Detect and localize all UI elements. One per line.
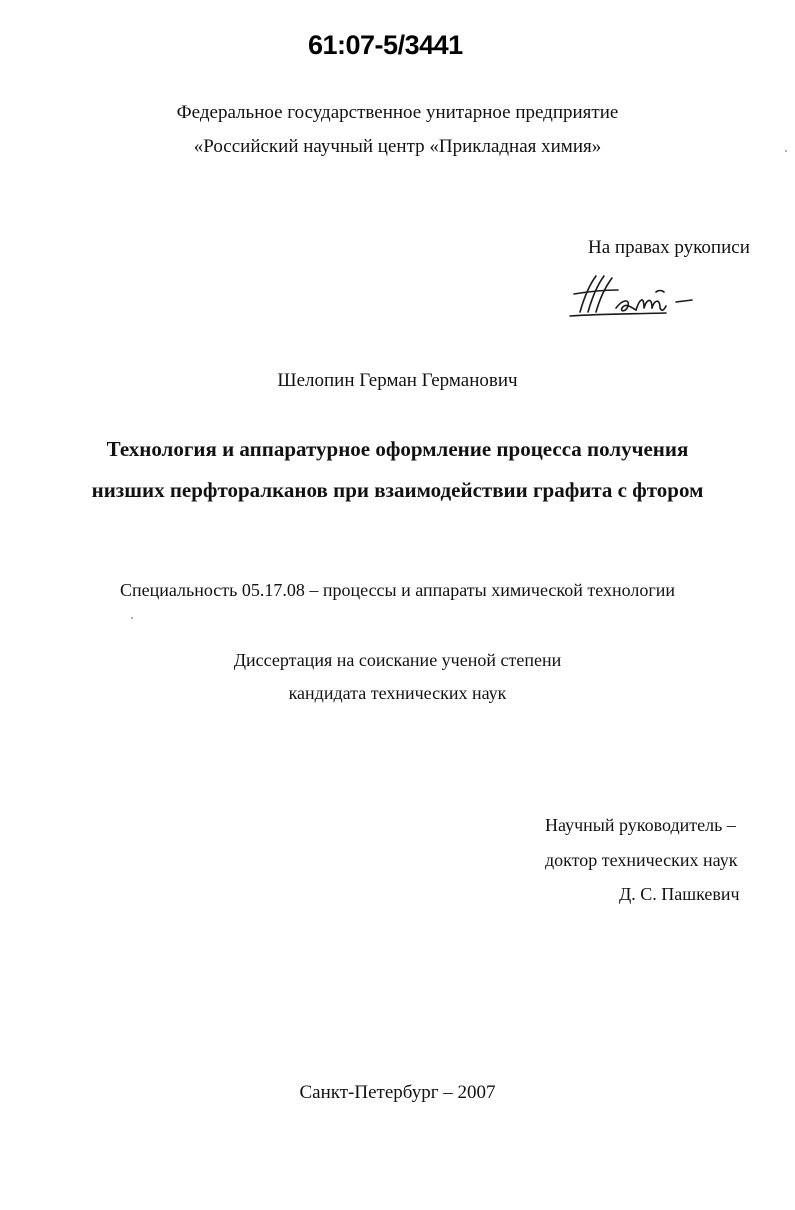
scan-speck	[131, 617, 133, 619]
archive-code: 61:07-5/3441	[308, 30, 463, 60]
handwritten-signature-icon	[566, 268, 706, 328]
supervisor-name: Д. С. Пашкевич	[619, 884, 740, 904]
supervisor-degree: доктор технических наук	[545, 850, 738, 870]
degree-statement-line-1: Диссертация на соискание ученой степени	[233, 650, 562, 670]
scan-speck	[785, 150, 787, 152]
dissertation-title-line-1: Технология и аппаратурное оформление процесса получения	[106, 437, 689, 461]
author-name: Шелопин Герман Германович	[277, 370, 518, 391]
degree-statement-line-2: кандидата технических наук	[288, 683, 507, 703]
organization-line-2: «Российский научный центр «Прикладная химия»	[193, 136, 602, 157]
organization-line-1: Федеральное государственное унитарное предприятие	[176, 102, 619, 123]
manuscript-note: На правах рукописи	[588, 237, 750, 258]
dissertation-title-line-2: низших перфторалканов при взаимодействии графита с фтором	[91, 478, 704, 502]
specialty: Специальность 05.17.08 – процессы и аппараты химической технологии	[119, 580, 676, 600]
city-year: Санкт-Петербург – 2007	[299, 1082, 496, 1103]
supervisor-label: Научный руководитель –	[545, 815, 736, 835]
